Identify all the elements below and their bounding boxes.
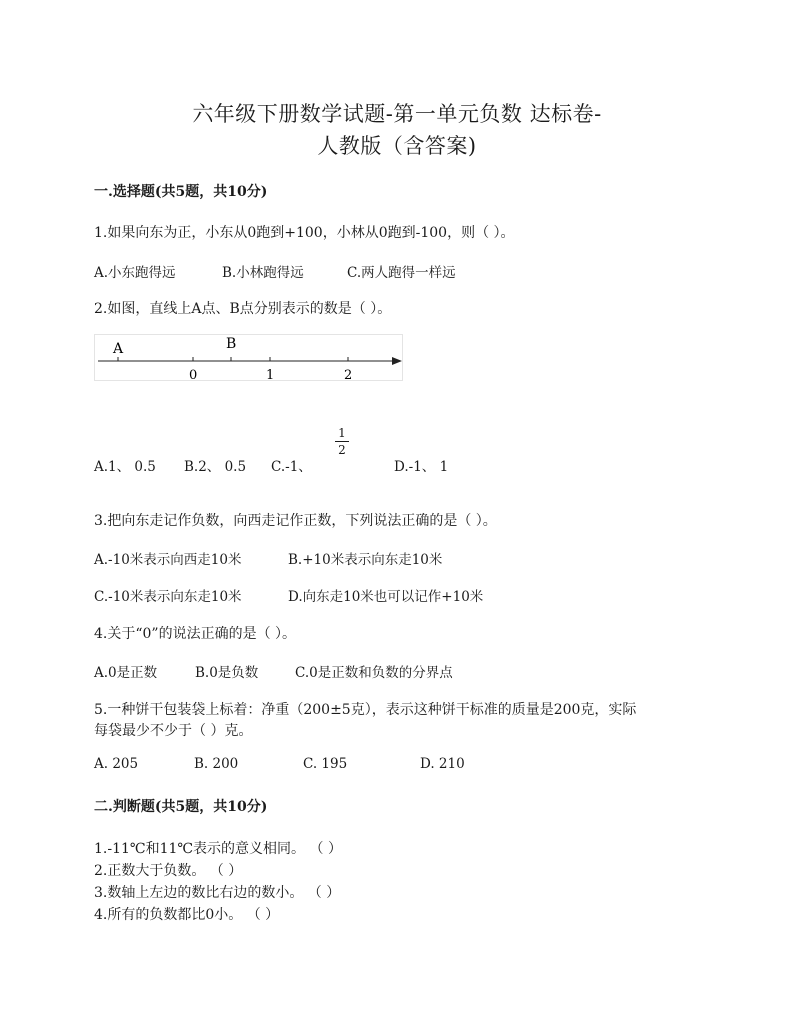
q5-option-a: A. 205 bbox=[94, 756, 139, 772]
question-3-stem: 3.把向东走记作负数，向西走记作正数，下列说法正确的是（ ）。 bbox=[94, 513, 497, 529]
q2-option-d: D.-1、 1 bbox=[394, 459, 449, 475]
fraction-numerator: 1 bbox=[338, 426, 346, 440]
q3-option-a: A.-10米表示向西走10米 bbox=[94, 552, 242, 568]
question-1-stem: 1.如果向东为正，小东从0跑到+100，小林从0跑到-100，则（ ）。 bbox=[94, 225, 515, 241]
judge-item-2: 2.正数大于负数。 （ ） bbox=[94, 863, 243, 879]
q4-option-b: B.0是负数 bbox=[195, 665, 259, 681]
q2-option-c: C.-1、 bbox=[271, 459, 312, 475]
judge-item-3: 3.数轴上左边的数比右边的数小。 （ ） bbox=[94, 885, 341, 901]
q2-option-a: A.1、 0.5 bbox=[94, 459, 156, 475]
q5-option-c: C. 195 bbox=[303, 756, 348, 772]
q4-option-a: A.0是正数 bbox=[94, 665, 158, 681]
q5-option-b: B. 200 bbox=[194, 756, 239, 772]
fraction-denominator: 2 bbox=[338, 443, 346, 457]
tick-label-1: 1 bbox=[266, 368, 275, 383]
page-title-line1: 六年级下册数学试题-第一单元负数 达标卷- bbox=[192, 102, 602, 126]
question-5-stem-line1: 5.一种饼干包装袋上标着：净重（200±5克），表示这种饼干标准的质量是200克，实际 bbox=[94, 702, 637, 718]
point-label-b: B bbox=[226, 336, 237, 352]
tick-label-2: 2 bbox=[344, 368, 353, 383]
question-4-stem: 4.关于“0”的说法正确的是（ ）。 bbox=[94, 626, 297, 642]
q1-option-b: B.小林跑得远 bbox=[222, 265, 304, 281]
q3-option-d: D.向东走10米也可以记作+10米 bbox=[288, 589, 484, 605]
q1-option-a: A.小东跑得远 bbox=[94, 265, 176, 281]
q3-option-c: C.-10米表示向东走10米 bbox=[94, 589, 242, 605]
figure-frame bbox=[95, 335, 403, 381]
section1-heading: 一.选择题(共5题，共10分) bbox=[94, 184, 268, 200]
fraction-bar bbox=[335, 441, 349, 442]
q3-option-b: B.+10米表示向东走10米 bbox=[288, 552, 443, 568]
question-5-stem-line2: 每袋最少不少于（ ）克。 bbox=[94, 723, 253, 739]
fraction-one-half bbox=[334, 426, 350, 457]
question-2-stem: 2.如图，直线上A点、B点分别表示的数是（ ）。 bbox=[94, 301, 392, 317]
judge-item-1: 1.-11℃和11℃表示的意义相同。 （ ） bbox=[94, 841, 342, 857]
number-line-figure bbox=[94, 334, 406, 384]
tick-label-0: 0 bbox=[189, 368, 198, 383]
q1-option-c: C.两人跑得一样远 bbox=[347, 265, 456, 281]
judge-item-4: 4.所有的负数都比0小。 （ ） bbox=[94, 907, 280, 923]
page-title-line2: 人教版（含答案) bbox=[317, 134, 477, 158]
q2-option-b: B.2、 0.5 bbox=[184, 459, 247, 475]
point-label-a: A bbox=[113, 341, 124, 357]
q5-option-d: D. 210 bbox=[420, 756, 465, 772]
q4-option-c: C.0是正数和负数的分界点 bbox=[295, 665, 453, 681]
section2-heading: 二.判断题(共5题，共10分) bbox=[94, 799, 268, 815]
